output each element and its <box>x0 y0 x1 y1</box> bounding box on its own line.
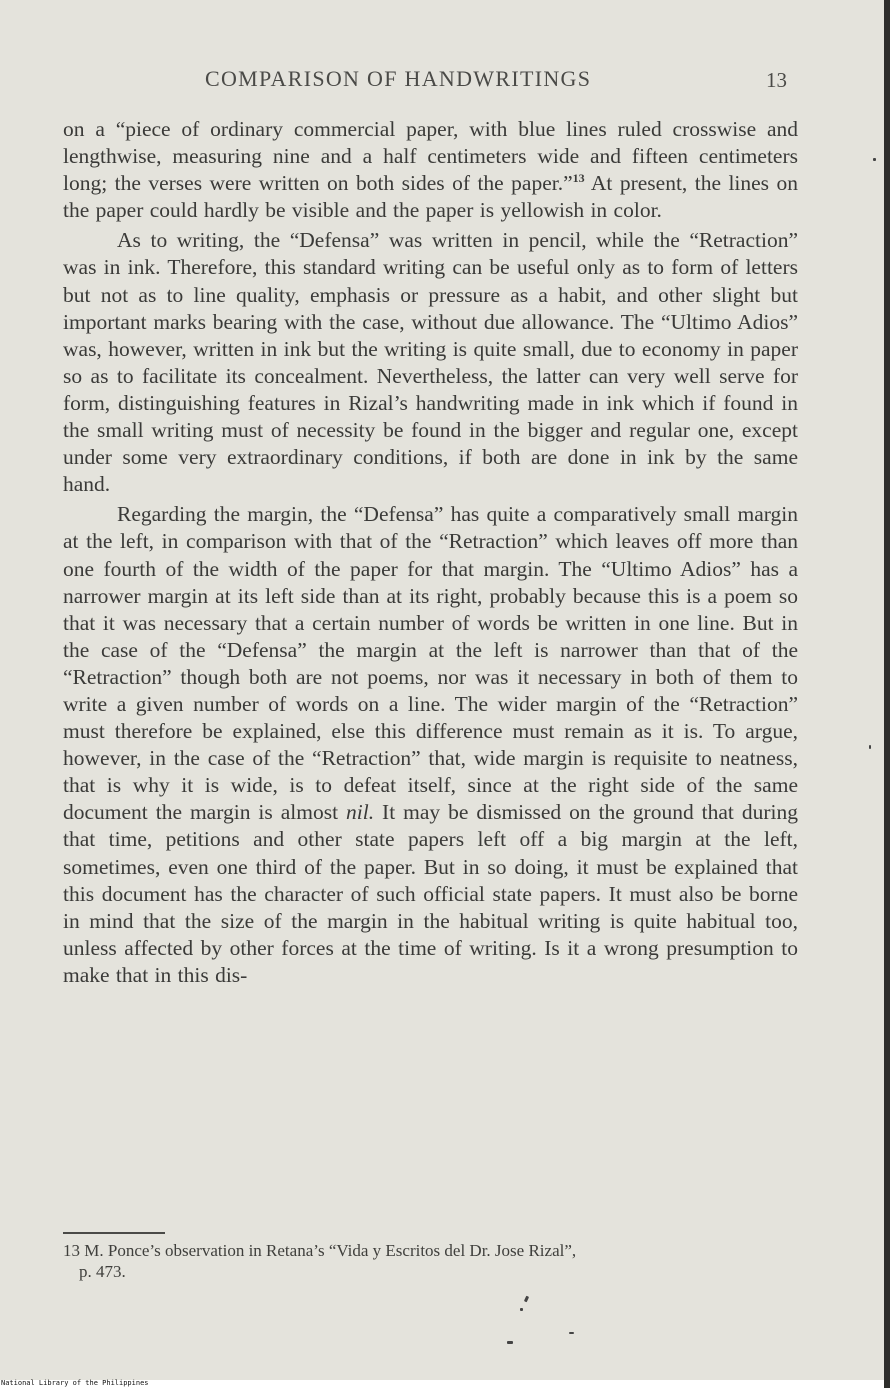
ink-speck <box>507 1341 513 1344</box>
running-head <box>0 66 884 96</box>
ink-speck <box>569 1332 574 1334</box>
ink-speck <box>520 1308 523 1311</box>
footnote-rule <box>63 1232 165 1234</box>
body-text <box>63 116 798 989</box>
paragraph-3-continuation: It may be dismissed on the ground that during that time, petitions and other state papers left off a big margin at the left, sometimes, even one third of the paper. But in so doing, it must be explained that this document has the character of such official state papers. It must also be borne in mind that the size of the margin in the habitual writing is quite habitual too, unless affected by other forces at the time of writing. Is it a wrong presumption to make that in this dis- <box>63 800 798 987</box>
ink-speck <box>869 745 871 749</box>
library-credit: National Library of the Philippines <box>1 1379 149 1387</box>
footnote-ref: 13 <box>572 171 585 186</box>
ink-speck <box>873 158 876 161</box>
paragraph-2: As to writing, the “Defensa” was written in pencil, while the “Retraction” was in ink. Therefore, this standard writing can be useful only as to form of letters but not as to line quality, emphasis or pressure as a habit, and other slight but important marks bearing with the case, without due allowance. The “Ultimo Adios” was, however, written in ink but the writing is quite small, due to economy in paper so as to facilitate its concealment. Nevertheless, the latter can very well serve for form, distinguishing features in Rizal’s handwriting made in ink which if found in the small writing must of necessity be found in the bigger and regular one, except under some very extraordinary conditions, if both are done in ink by the same hand. <box>63 228 798 497</box>
footnote <box>63 1240 803 1282</box>
footnote-line-1: 13 M. Ponce’s observation in Retana’s “Vida y Escritos del Dr. Jose Rizal”, <box>63 1241 577 1260</box>
running-title: COMPARISON OF HANDWRITINGS <box>205 66 592 91</box>
footnote-line-2: p. 473. <box>79 1262 126 1281</box>
paragraph-3 <box>63 501 798 989</box>
ink-speck <box>524 1296 529 1303</box>
page-edge-shadow <box>884 0 890 1388</box>
italic-word: nil. <box>346 800 375 825</box>
paragraph-3-text: Regarding the margin, the “Defensa” has quite a comparatively small margin at the left, in comparison with that of the “Retraction” which leaves off more than one fourth of the width of the paper for that margin. The “Ultimo Adios” has a narrower margin at its left side than at its right, probably because this is a poem so that it was necessary that a certain number of words be written in one line. But in the case of the “Defensa” the margin at the left is narrower than that of the “Retraction” though both are not poems, nor was it necessary in both of them to write a given number of words on a line. The wider margin of the “Retraction” must therefore be explained, else this difference must remain as it is. To argue, however, in the case of the “Retraction” that, wide margin is requisite to neatness, that is why it is wide, is to defeat itself, since at the right side of the same document the margin is almost <box>63 502 798 825</box>
page-number: 13 <box>766 68 787 92</box>
paragraph-1 <box>63 116 798 224</box>
paragraph-1-text: on a “piece of ordinary commercial paper, with blue lines ruled crosswise and lengthwise, measuring nine and a half centimeters wide and fifteen centimeters long; the verses were written on both sides of the paper.” <box>63 117 798 196</box>
paragraph-1-continuation: At present, the lines on the paper could hardly be visible and the paper is yellowish in color. <box>63 171 798 223</box>
